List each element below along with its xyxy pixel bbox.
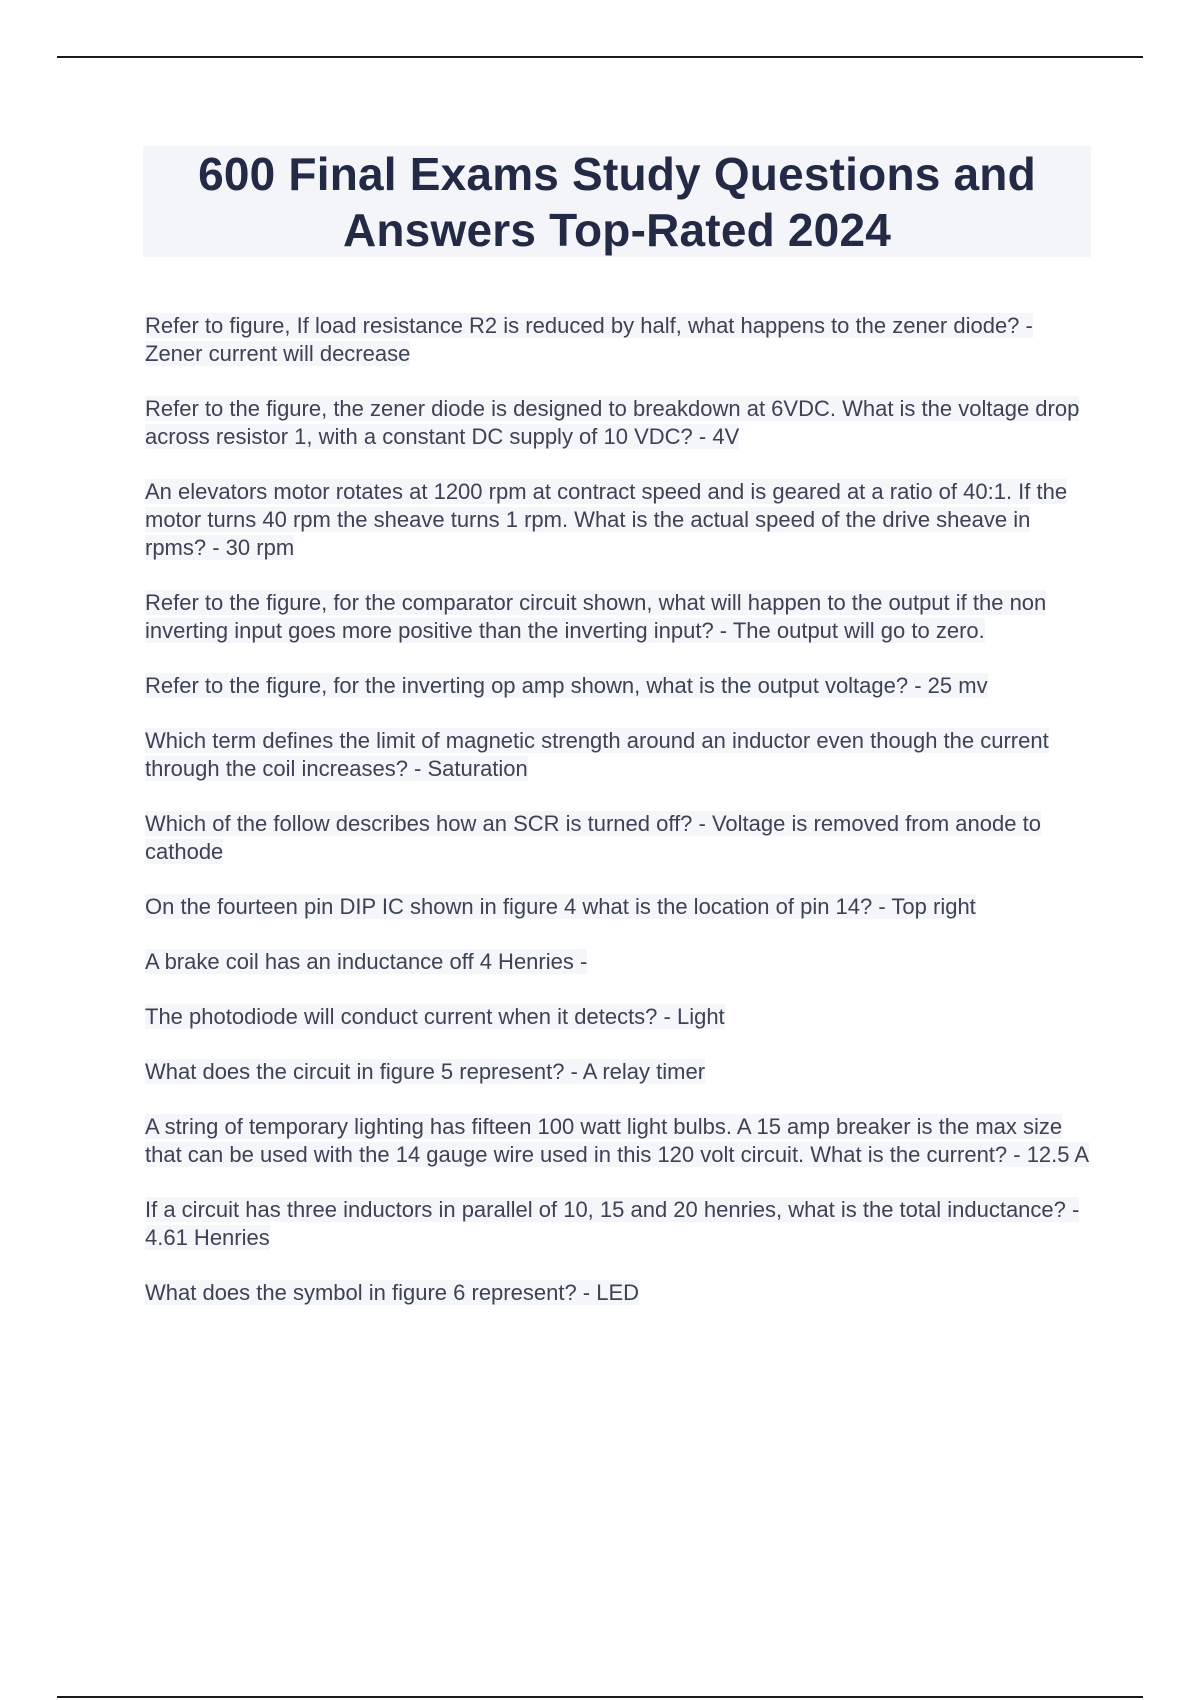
qa-text: If a circuit has three inductors in parallel of 10, 15 and 20 henries, what is the total inductance? - 4.61 Henries [145, 1197, 1080, 1250]
qa-list [145, 312, 1095, 1334]
title-block [143, 146, 1091, 257]
top-rule [57, 56, 1143, 58]
qa-item [145, 589, 1095, 645]
qa-item [145, 395, 1095, 451]
qa-text: Refer to the figure, the zener diode is designed to breakdown at 6VDC. What is the voltage drop across resistor 1, with a constant DC supply of 10 VDC? - 4V [145, 396, 1080, 449]
qa-text: On the fourteen pin DIP IC shown in figure 4 what is the location of pin 14? - Top right [145, 894, 976, 919]
qa-text: A brake coil has an inductance off 4 Henries - [145, 949, 588, 974]
qa-text: Refer to figure, If load resistance R2 is reduced by half, what happens to the zener diode? - Zener current will decrease [145, 313, 1033, 366]
qa-item [145, 312, 1095, 368]
qa-text: A string of temporary lighting has fifteen 100 watt light bulbs. A 15 amp breaker is the max size that can be used with the 14 gauge wire used in this 120 volt circuit. What is the current? - 12.5 A [145, 1114, 1090, 1167]
qa-item [145, 727, 1095, 783]
qa-text: What does the circuit in figure 5 represent? - A relay timer [145, 1059, 706, 1084]
qa-item [145, 1113, 1095, 1169]
qa-text: Refer to the figure, for the comparator circuit shown, what will happen to the output if the non inverting input goes more positive than the inverting input? - The output will go to zero. [145, 590, 1047, 643]
qa-item [145, 1003, 1095, 1031]
qa-text: Refer to the figure, for the inverting op amp shown, what is the output voltage? - 25 mv [145, 673, 988, 698]
qa-item [145, 1058, 1095, 1086]
qa-text: The photodiode will conduct current when it detects? - Light [145, 1004, 725, 1029]
qa-item [145, 893, 1095, 921]
qa-item [145, 672, 1095, 700]
qa-item [145, 1196, 1095, 1252]
qa-text: An elevators motor rotates at 1200 rpm at contract speed and is geared at a ratio of 40:1. If the motor turns 40 rpm the sheave turns 1 rpm. What is the actual speed of the drive sheave in rpms? - 30 rpm [145, 479, 1068, 560]
qa-text: Which term defines the limit of magnetic strength around an inductor even though the current through the coil increases? - Saturation [145, 728, 1049, 781]
qa-item [145, 478, 1095, 562]
qa-item [145, 1279, 1095, 1307]
qa-item [145, 810, 1095, 866]
document-title: 600 Final Exams Study Questions and Answers Top-Rated 2024 [198, 147, 1036, 256]
qa-text: Which of the follow describes how an SCR is turned off? - Voltage is removed from anode to cathode [145, 811, 1041, 864]
qa-item [145, 948, 1095, 976]
bottom-rule [57, 1696, 1143, 1698]
qa-text: What does the symbol in figure 6 represent? - LED [145, 1280, 640, 1305]
